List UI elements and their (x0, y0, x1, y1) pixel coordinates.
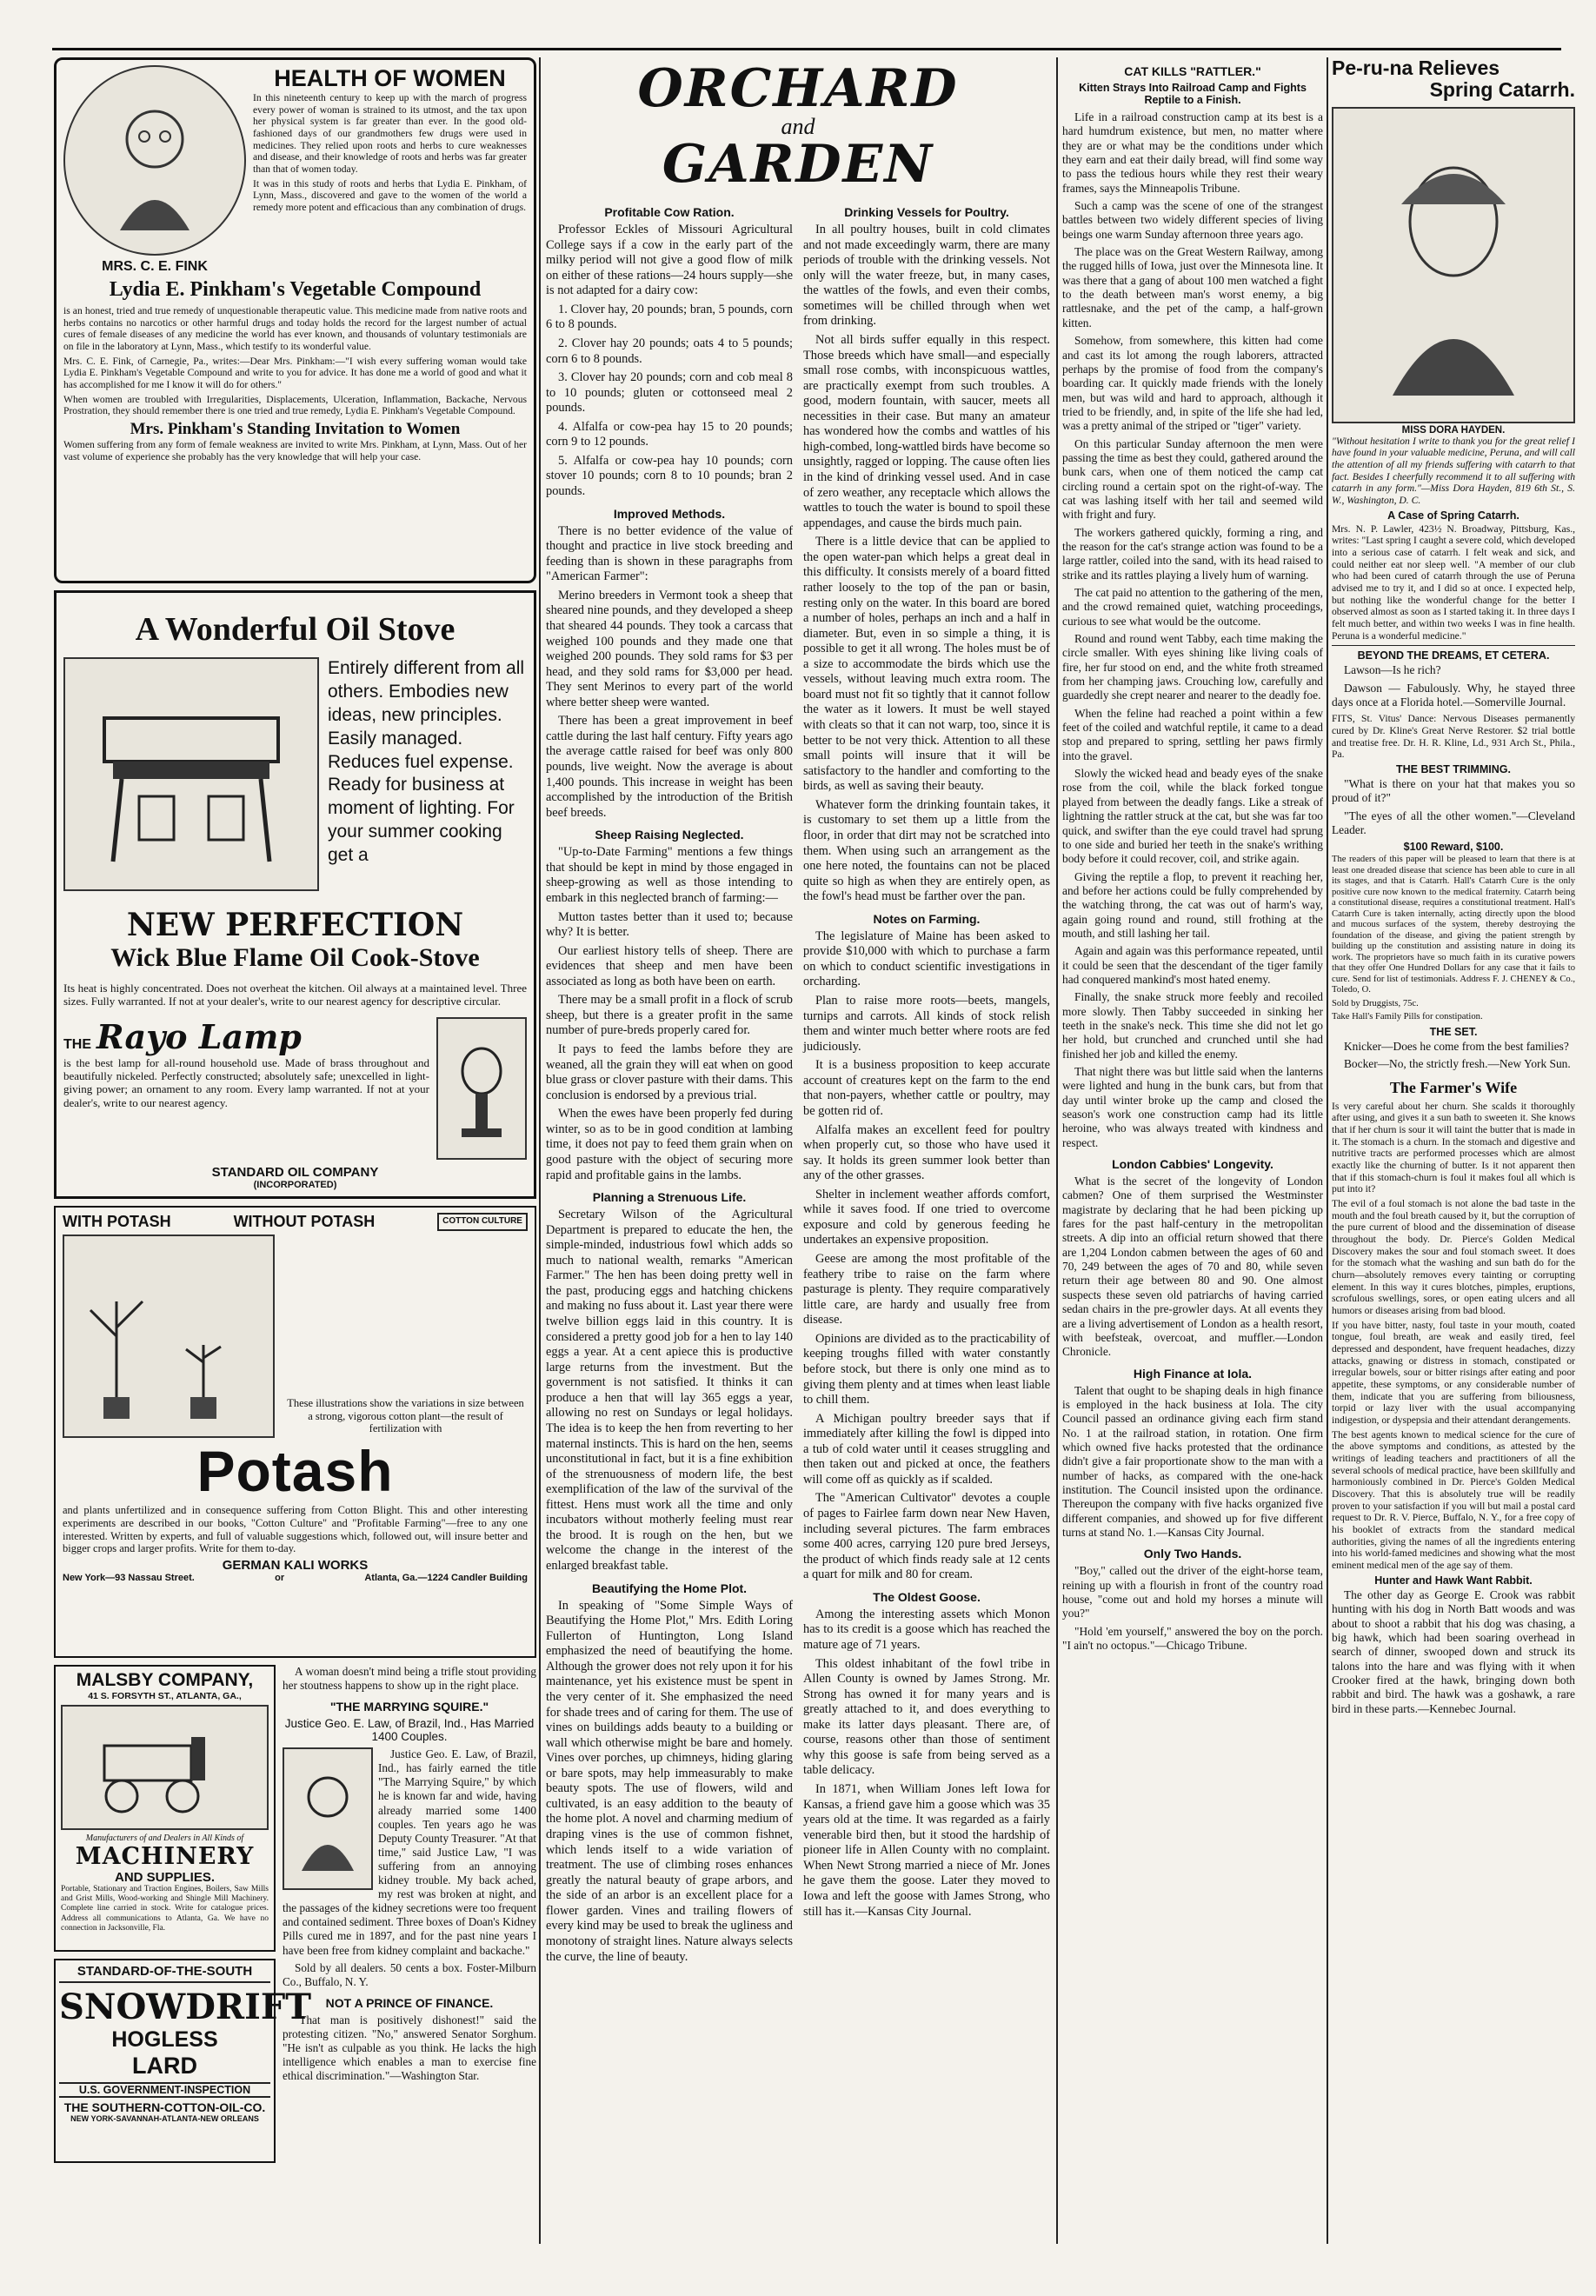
goose-body-2: This oldest inhabitant of the fowl tribe in Allen County is owned by James Strong. Mr. Strong has owned it for many years and is greatly attached to it, and does everything to make its latter days pleasant. There are, of course, reasons other than those of sentiment why this goose is safe from being served as a table delicacy. (803, 1656, 1050, 1778)
invitation-body: Women suffering from any form of female weakness are invited to write Mrs. Pinkham, at Lynn, Mass. Out of her vast volume of experience she probably has the very knowledge that will help your case. (63, 439, 527, 463)
set-title: THE SET. (1429, 1025, 1478, 1038)
potash-ad (54, 1206, 536, 1658)
potash-illus-text: These illustrations show the variations in size between a strong, vigorous cotton plant—the result of fertilization with (287, 1396, 524, 1435)
rattler-body-8: Round and round went Tabby, each time making the circle smaller. With eyes shining like living coals of fire, her fur stood on end, and the white froth streamed from her champing jaws. Crouching low, carefully and guardedly she crept nearer and nearer to the deadly foe. (1062, 632, 1323, 702)
lamp-the: THE (63, 1036, 91, 1052)
product-name: NEW PERFECTION (126, 907, 464, 943)
product-subtitle: Wick Blue Flame Oil Cook-Stove (110, 943, 480, 972)
cotton-plant-illustration (63, 1235, 275, 1438)
portrait-caption: MRS. C. E. FINK (102, 259, 208, 274)
column-peruna (1332, 57, 1575, 2244)
case-body: Mrs. N. P. Lawler, 423½ N. Broadway, Pittsburg, Kas., writes: "Last spring I caught a severe cold, which developed into a serious case of catarrh. I felt weak and sick, and could neither eat nor sleep well. "A member of our club who had been cured of catarrh through the use of Peruna advised me to try it, and I did so at once. I expected help, but nothing like the wonderful change for the better I observed almost as soon as I started taking it. In three days I felt much better, and within two weeks I was in fine health. Peruna is a wonderful medicine." (1332, 522, 1575, 642)
finance-body: "That man is positively dishonest!" said the protesting citizen. "No," answered Senator Sorghum. "He isn't as culpable as you think. He lacks the high intelligence which enables a man to exercise fine ethical discrimination."—Washington Star. (283, 2013, 536, 2083)
stove-illustration (63, 657, 319, 891)
standard-oil: STANDARD OIL COMPANY (211, 1164, 379, 1180)
dreams-title: BEYOND THE DREAMS, ET CETERA. (1357, 649, 1550, 662)
portrait-caption-hayden: MISS DORA HAYDEN. (1401, 424, 1506, 436)
southern-cotton-oil: THE SOUTHERN-COTTON-OIL-CO. (63, 2100, 266, 2114)
ny-address: New York—93 Nassau Street. (63, 1573, 195, 1583)
notes-body-5: Shelter in inclement weather affords comfort, while it saves food. If one tried to overcome exposure and cold by generous feeding he undertakes an expensive proposition. (803, 1187, 1050, 1248)
hands-title: Only Two Hands. (1143, 1547, 1242, 1561)
orchard-two-columns (546, 198, 1050, 1968)
potash-body: and plants unfertilized and in consequence suffering from Cotton Blight. This and other interesting experiments are described in our books, "Cotton Culture" and "Profitable Farming"—free to any one interested. Written by experts, and full of valuable suggestions which, followed out, will insure better and bigger crops and larger profits. Write for them to-day. (63, 1504, 528, 1555)
notes-body-8: A Michigan poultry breeder says that if immediately after killing the fowl is dipped into a tub of cold water until it ceases struggling and then taken out and picked at once, the feathers will come off as quickly as if scalded. (803, 1411, 1050, 1487)
column-ads (54, 57, 536, 2244)
squire-subtitle: Justice Geo. E. Law, of Brazil, Ind., Has Married 1400 Couples. (284, 1717, 535, 1744)
ad-intro-2: It was in this study of roots and herbs that Lydia E. Pinkham, of Lynn, Mass., discovered and gave to the women of the world a remedy more potent and efficacious than any combination of drugs. (253, 177, 527, 214)
stove-title: A Wonderful Oil Stove (135, 611, 456, 648)
cabbies-title: London Cabbies' Longevity. (1112, 1157, 1273, 1172)
trimming-title: THE BEST TRIMMING. (1396, 763, 1511, 776)
malsby-mfr: Manufacturers of and Dealers in All Kinds of (85, 1833, 244, 1843)
column-rattler (1062, 57, 1323, 2244)
malsby-body: Portable, Stationary and Traction Engines, Boilers, Saw Mills and Grist Mills, Wood-working and Shingle Mill Machinery. Complete line carried in stock. Write for catalogue prices. Address all communications to Atlanta, Ga. We have no connection in Jacksonville, Fla. (61, 1885, 269, 1933)
snowdrift-lard: LARD (132, 2053, 197, 2079)
improved-body-3: There has been a great improvement in beef cattle during the last half century. Fifty years ago the average cattle raised for beef was only 800 pounds, live weight. Now the average is about 1,400 pounds. This increase in weight has been accomplished by the introduction of the British beef breeds. (546, 714, 793, 820)
rattler-body-9: When the feline had reached a point within a few feet of the coiled and watchful reptile, it came to a dead stop and prepared to spring, settling her paws firmly into the gravel. (1062, 706, 1323, 762)
trimming-body-2: "The eyes of all the other women."—Cleveland Leader. (1332, 809, 1575, 837)
or-text: or (275, 1573, 285, 1583)
iola-body: Talent that ought to be shaping deals in high finance is employed in the hack business at Iola. The city Council passed an ordinance giving each firm stand No. 1 at the railroad station, in rotation. One firm which owned five hacks protested that the ordinance didn't give a fair proportionate show to the man with a number of hacks, as compared with the one-hack institution. The Council insisted upon the ordinance. Thereupon the company with five hacks organized five different companies, and showed up for five different turns at stand No. 1.—Kansas City Journal. (1062, 1383, 1323, 1539)
malsby-address: 41 S. FORSYTH ST., ATLANTA, GA., (88, 1691, 242, 1701)
notes-body-6: Geese are among the most profitable of the feathery tribe to raise on the farm where pasturage is plenty. They require comparatively little care, are hardy and usually free from disease. (803, 1252, 1050, 1328)
ad-testimonial: Mrs. C. E. Fink, of Carnegie, Pa., writes:—Dear Mrs. Pinkham:—"I wish every suffering woman would take Lydia E. Pinkham's Vegetable Compound and write to you for advice. It has done me a world of good and what it has accomplished for me I know it will do for others." (63, 355, 527, 391)
notes-title: Notes on Farming. (873, 911, 981, 926)
rattler-body-13: Finally, the snake struck more feebly and recoiled more slowly. Then Tabby succeeded in sinking her teeth in the snake's neck. This time she did not let go her hold, but crunched and crunched until she had finished her job and killed the enemy. (1062, 990, 1323, 1061)
improved-body: There is no better evidence of the value of thought and practice in live stock breeding and feeding than is shown in these paragraphs from "American Farmer": (546, 523, 793, 584)
ad-intro: In this nineteenth century to keep up with the march of progress every power of woman is strained to its utmost, and the tax upon her physical system is far greater than ever. In the good old-fashioned days of our grandmothers few drugs were used in medicines. They relied upon roots and herbs to cure weaknesses and disease, and their knowledge of roots and herbs was far greater than that of women today. (253, 92, 527, 176)
notes-body-9: The "American Cultivator" devotes a couple of pages to Fairlee farm down near New Haven, including several pictures. The farm embraces some 400 acres, carrying 120 pure bred Jerseys, the product of which finds ready sale at 12 cents a quart for milk and 80 for cream. (803, 1491, 1050, 1582)
peruna-title-1: Pe-ru-na Relieves (1332, 57, 1500, 79)
notes-body-4: Alfalfa makes an excellent feed for poultry when properly cut, so those who have used it say. It holds its green summer look better than any of the other grasses. (803, 1122, 1050, 1183)
dora-hayden-portrait (1332, 107, 1575, 423)
sheep-body-6: When the ewes have been properly fed during winter, so as to be in good condition at lambing time, it does not pay to feed them grain when on good pasture with the object of securing more rapid and profitable gains in the lambs. (546, 1107, 793, 1182)
lamp-body: is the best lamp for all-round household use. Made of brass throughout and beautifully nickeled. Perfectly constructed; absolutely safe; unexcelled in light-giving power; an ornament to any room. Every lamp warranted. If not at your dealer's, write to our nearest agency. (63, 1055, 429, 1109)
column-rule (539, 57, 541, 2244)
drinking-body-2: Not all birds suffer equally in this respect. Those breeds which have small—and especially small rose combs, with inconspicuous wattles, are practically exempt from such troubles. A good, modern fountain, with saucer, meets all necessities in their case. But many an amateur has wondered how the combs and wattles of his high-combed, long-wattled birds have become so unsightly, ragged or lopping. The cause often lies in the kind of drinking vessel used. And in case of zero weather, any receptacle which allows the wattles to touch the water is bound to spoil these appendages, and cause the birds much pain. (803, 332, 1050, 530)
masthead-garden: GARDEN (662, 134, 934, 195)
rattler-body-12: Again and again was this performance repeated, until it could be seen that the descendant of the tiger family had conquered mankind's most hated enemy. (1062, 944, 1323, 986)
ad-title: HEALTH OF WOMEN (274, 65, 506, 91)
ad-body: is an honest, tried and true remedy of unquestionable therapeutic value. This medicine made from native roots and herbs contains no narcotics or other harmful drugs and today holds the record for the largest number of actual cures of female diseases of any medicine the world has ever known, and thousands of voluntary testimonials are on file in the laboratory at Lynn, Mass., which testify to its wonderful value. (63, 305, 527, 353)
engine-illustration (61, 1705, 269, 1830)
malsby-ad (54, 1665, 276, 1952)
hayden-quote: "Without hesitation I write to thank you for the great relief I have found in your valuable medicine, Peruna, and will call the attention of all my friends suffering with catarrh to that fact. Besides I cheerfully recommend it to all suffering with catarrh in any form."—Miss Dora Hayden, 819 6th St., S. W., Washington, D. C. (1332, 435, 1575, 506)
rattler-body-4: Somehow, from somewhere, this kitten had come and cast its lot among the rough laborers, attracted perhaps by the promise of food from the company's boarding car. It quickly made friends with the lonely men, but was wild and hard to approach, although it tried to be friendly, and, in spite of the life she had led, was a pretty animal of the striped or "tiger" variety. (1062, 334, 1323, 433)
set-body: Knicker—Does he come from the best families? (1344, 1039, 1569, 1053)
improved-body-2: Merino breeders in Vermont took a sheep that sheared nine pounds, and they developed a sheep that sheared 44 pounds. They took a carcass that weighed 100 pounds and they made one that weighed 200 pounds. They sold rams for $3 per head, and they sold rams for $3,000 per head. They sent Merinos to every part of the world where better sheep were wanted. (546, 588, 793, 709)
reward-sold: Sold by Druggists, 75c. (1332, 998, 1419, 1008)
iola-title: High Finance at Iola. (1133, 1366, 1253, 1381)
cow-body: Professor Eckles of Missouri Agricultural College says if a cow in the early part of the milky period will not give a good flow of milk on either of these rations—24 hours supply—she is not adapted for a dairy cow: (546, 223, 793, 298)
masthead-orchard: ORCHARD (637, 58, 959, 119)
rattler-body-6: The workers gathered quickly, forming a ring, and the reason for the cat's strange action was found to be a large rattler, coiled into the sand, with its head raised to strike and its rattles playing a lively hum of warning. (1062, 525, 1323, 582)
woman-portrait (63, 65, 246, 256)
malsby-title: MALSBY COMPANY, (76, 1670, 254, 1690)
orchard-right (803, 198, 1050, 1968)
drinking-body: In all poultry houses, built in cold climates and not made exceedingly warm, there are many periods of trouble with the drinking vessels. Not only will the water freeze, but, in many cases, the wattles of the fowls, and even their combs, sometimes will be chilled through when wet from drinking. (803, 223, 1050, 329)
rattler-title: CAT KILLS "RATTLER." (1124, 64, 1261, 78)
kali-works: GERMAN KALI WORKS (222, 1558, 369, 1573)
rattler-body-2: Such a camp was the scene of one of the strangest battles between two widely different species of living beings one warm Sunday afternoon three years ago. (1062, 199, 1323, 241)
sheep-body-2: Mutton tastes better than it used to; because why? It is better. (546, 909, 793, 940)
set-body-2: Bocker—No, the strictly fresh.—New York Sun. (1344, 1057, 1571, 1071)
cow-title: Profitable Cow Ration. (604, 205, 735, 219)
strenuous-body: Secretary Wilson of the Agricultural Department is prepared to educate the hen, the simple-minded, industrious fowl which adds so much to national wealth, remarks "American Farmer." The hen has been doing pretty well in the past, producing eggs and hatching chickens and making no fuss about it. Last year there were twelve billion eggs laid in this country. It is considered a pretty good job for a hen to lay 140 eggs a year. At a cent apiece this is productive large returns from the investment. But the government is not satisfied. It thinks it can produce a hen that will lay 365 eggs a year, allowing no rest on Sundays or legal holidays. The idea is to keep the hen from reverting to her maternal instincts. This is hard on the hen, seems unconstitutional in fact, but it is a fine exhibition of the strenuousness of modern life, the best exemplification of the law of the survival of the fittest. Hens must work all the time and only incubators without motherly feeling must rear the brood. It is rough on the hen, but we welcome the change in the interest of the enlarged breakfast table. (546, 1208, 793, 1573)
ad-body-3: When women are troubled with Irregularities, Displacements, Ulceration, Inflammation, Backache, Nervous Prostration, they should remember there is one tried and true remedy, Lydia E. Pinkham's Vegetable Compound. (63, 393, 527, 417)
rattler-body-3: The place was on the Great Western Railway, among the rugged hills of Iowa, just over the Minnesota line. It was there that a gang of about 100 men watched a fight to the death between man's worst enemy, a big rattlesnake, and the pet of the camp, a half-grown kitten. (1062, 245, 1323, 329)
rattler-body-5: On this particular Sunday afternoon the men were passing the time as best they could, gathered around the bunk cars, when one of them noticed the camp cat circling round a certain spot on the right-of-way. The cat was lashing itself with her tail and seemed wild with fright and fury. (1062, 436, 1323, 522)
cabbies-body: What is the secret of the longevity of London cabmen? One of them surprised the Westminster magistrate by declaring that he had been picking up fares for the past half-century in the metropolitan streets. A dip into an official return showed that there are 1,204 London cabmen between the ages of 60 and 70, 249 between the ages of 70 and 80, while seven return their age between 80 and 90. One almost suspects these seven old patriarchs of having carried sedan chairs in the pre-growler days. At all events they are a living advertisement of London as a health resort, with beefsteak, overcoat, and muffler.—London Chronicle. (1062, 1175, 1323, 1359)
reward-body: The readers of this paper will be pleased to learn that there is at least one dreaded disease that science has been able to cure in all its stages, and that is Catarrh. Hall's Catarrh Cure is the only positive cure now known to the medical fraternity. Catarrh being a constitutional disease, requires a constitutional treatment. Hall's Catarrh Cure is taken internally, acting directly upon the blood and mucous surfaces of the system, thereby destroying the foundation of the disease, and giving the patient strength by building up the constitution and assisting nature in doing its work. The proprietors have so much faith in its curative powers that they offer One Hundred Dollars for any case that it fails to cure. Send for list of testimonials. Address F. J. CHENEY & Co., Toledo, O. (1332, 855, 1575, 995)
notes-body-7: Opinions are divided as to the practicability of keeping troughs filled with water constantly before stock, but there is only one mind as to giving them plenty and at times when least liable to chill them. (803, 1331, 1050, 1408)
trimming-body: "What is there on your hat that makes you so proud of it?" (1332, 777, 1575, 805)
drinking-body-4: Whatever form the drinking fountain takes, it is customary to set them up a little from the floor, in order that dirt may not be scratched into them. When using such an arrangement as the one here noted, the fountains can not be placed quite so high as when they are entirely open, as the fowl's head must be farther over the pan. (803, 797, 1050, 904)
squire-body: Justice Geo. E. Law, of Brazil, Ind., has fairly earned the title "The Marrying Squire," by which he is known far and wide, having already married some 1400 couples. Ten years ago he was Deputy County Treasurer. "At that time," said Justice Law, "I was suffering from an annoying kidney trouble. My back ached, my rest was broken at night, and the passages of the kidney secretions were too frequent and contained sediment. Three boxes of Doan's Kidney Pills cured me in 1897, and for the past nine years I have been free from kidney complaint and backache." (283, 1747, 536, 1957)
with-potash-label: WITH POTASH (63, 1213, 171, 1230)
sheep-title: Sheep Raising Neglected. (595, 828, 744, 842)
dreams-body-2: Dawson — Fabulously. Why, he stayed three days once at a Florida hotel.—Somerville Journal. (1332, 681, 1575, 709)
cotton-culture-book: COTTON CULTURE (437, 1213, 528, 1231)
squire-portrait (283, 1747, 373, 1890)
snowdrift-tagline: STANDARD-OF-THE-SOUTH (59, 1964, 270, 1983)
bottom-ads-row (54, 1665, 536, 2170)
notes-body-2: Plan to raise more roots—beets, mangels, turnips and carrots. All kinds of stock relish them and winter much better where roots are fed judiciously. (803, 994, 1050, 1054)
wife-body-3: If you have bitter, nasty, foul taste in your mouth, coated tongue, foul breath, are weak and easily tired, feel depressed and despondent, have frequent headaches, dizzy attacks, gnawing or distress in stomach, constipated or irregular bowels, sour or bitter risings after eating and poor appetite, these symptoms, or any considerable number of them, indicate that you are suffering from biliousness, torpid or lazy liver with the usual accompanying indigestion, or dyspepsia and their attendant derangements. (1332, 1319, 1575, 1427)
wife-body-2: The evil of a foul stomach is not alone the bad taste in the mouth and the foul breath caused by it, but the corruption of the pure current of blood and the dissemination of disease throughout the body. Dr. Pierce's Golden Medical Discovery makes the sour and foul stomach sweet. It does for the stomach what the washing and sun bath do for the churn—absolutely removes every tainting or corrupting element. In this way it cures blotches, pimples, eruptions, scrofulous swellings, sores, or open eating ulcers and all humors or diseases arising from bad blood. (1332, 1198, 1575, 1317)
cow-item-1: 1. Clover hay, 20 pounds; bran, 5 pounds, corn 6 to 8 pounds. (546, 302, 793, 332)
supplies-word: AND SUPPLIES. (114, 1870, 216, 1885)
squire-title: "THE MARRYING SQUIRE." (329, 1700, 489, 1714)
snowdrift-name: SNOWDRIFT (59, 1987, 312, 2027)
sheep-body-5: It pays to feed the lambs before they are weaned, all the grain they will eat when on good blue grass or clover pasture with their dams. This conclusion is endorsed by a previous trial. (546, 1042, 793, 1102)
notes-body-3: It is a business proposition to keep accurate account of creatures kept on the farm to the end that non-payers, whether cattle or poultry, may be gotten rid of. (803, 1058, 1050, 1118)
peruna-title-2: Spring Catarrh. (1429, 78, 1575, 102)
column-rule (1056, 57, 1058, 2244)
wife-body-4: The best agents known to medical science for the cure of the above symptoms and conditions, as attested by the writings of leading teachers and practitioners of all the several schools of medical practice, have been skillfully and harmoniously combined in Dr. Pierce's Golden Medical Discovery. That this is absolutely true will be readily proven to your satisfaction if you will but mail a postal card request to Dr. R. V. Pierce, Buffalo, N. Y., for a free copy of his booklet of extracts from the standard medical authorities, giving the names of all the ingredients entering into his world-famed medicines and showing what the most eminent medical men of the age say of them. (1332, 1428, 1575, 1572)
potash-word: Potash (196, 1439, 394, 1503)
sheep-body-3: Our earliest history tells of sheep. There are evidences that sheep and men have been associated as long as both have been on earth. (546, 943, 793, 988)
without-potash-label: WITHOUT POTASH (233, 1213, 376, 1230)
drinking-title: Drinking Vessels for Poultry. (844, 205, 1009, 219)
sheep-body: "Up-to-Date Farming" mentions a few things that should be kept in mind by those engaged in sheep-growing as well as those intending to embark in this neglected branch of farming:— (546, 845, 793, 905)
case-title: A Case of Spring Catarrh. (1387, 509, 1520, 522)
atlanta-address: Atlanta, Ga.—1224 Candler Building (364, 1573, 528, 1583)
rattler-body-10: Slowly the wicked head and beady eyes of the snake rose from the coil, while the black forked tongue played from between the deadly fangs. Like a streak of lightning the rattler struck at the cat, but she was far too quick, and swifter than the eye could travel had sprung to one side and buried her teeth in the snake's writhing body before it could recover, coil, and strike again. (1062, 767, 1323, 866)
cow-item-5: 5. Alfalfa or cow-pea hay 10 pounds; corn stover 10 pounds; corn 8 to 10 pounds; bran 2 pounds. (546, 453, 793, 498)
orchard-left (546, 198, 793, 1968)
column-rule (1327, 57, 1328, 2244)
notes-body: The legislature of Maine has been asked to provide $10,000 with which to purchase a farm on which to conduct scientific investigations in orcharding. (803, 928, 1050, 989)
squire-sold: Sold by all dealers. 50 cents a box. Foster-Milburn Co., Buffalo, N. Y. (283, 1960, 536, 1988)
farmers-wife-title: The Farmer's Wife (1389, 1078, 1518, 1096)
wife-body: Is very careful about her churn. She scalds it thoroughly after using, and gives it a sun bath to sweeten it. She knows that if her churn is sour it will taint the butter that is made in it. The stomach is a churn. In the stomach and digestive and nutritive tracts are performed processes which are almost exactly like the churning of butter. Is it not apparent then that if this stomach-churn is foul it makes foul all which is put into it? (1332, 1100, 1575, 1195)
snowdrift-cities: NEW YORK-SAVANNAH-ATLANTA-NEW ORLEANS (70, 2114, 259, 2123)
goose-title: The Oldest Goose. (873, 1589, 981, 1604)
sheep-body-4: There may be a small profit in a flock of scrub sheep, but there is a greater profit in the same number of pure-breds properly cared for. (546, 993, 793, 1038)
compound-name: Lydia E. Pinkham's Vegetable Compound (109, 278, 482, 301)
rattler-body-1: Life in a railroad construction camp at its best is a hard humdrum existence, but men, no matter where they are or what may be the conditions under which they earn and eat their daily bread, will find some way to pass the tedious hours while they rest their weary frames, says the Minneapolis Tribune. (1062, 110, 1323, 195)
cow-item-4: 4. Alfalfa or cow-pea hay 15 to 20 pounds; corn 9 to 12 pounds. (546, 419, 793, 449)
masthead-and: and (781, 114, 815, 139)
snowdrift-hogless: HOGLESS (111, 2027, 218, 2052)
hands-body: "Boy," called out the driver of the eight-horse team, reining up with a flourish in front of the country road house, "come out and hold my horses a minute will you?" (1062, 1564, 1323, 1621)
rattler-body-7: The cat paid no attention to the gathering of the men, and the crowd remained quiet, watching proceedings, curious to see what would be the outcome. (1062, 586, 1323, 628)
fits-ad: FITS, St. Vitus' Dance: Nervous Diseases permanently cured by Dr. Kline's Great Nerve Restorer. $2 trial bottle and treatise free. Dr. H. R. Kline, Ld., 931 Arch St., Phila., Pa. (1332, 713, 1575, 761)
lamp-illustration (436, 1017, 527, 1160)
invitation-heading: Mrs. Pinkham's Standing Invitation to Women (130, 420, 461, 439)
cow-item-3: 3. Clover hay 20 pounds; corn and cob meal 8 to 10 pounds; gluten or cottonseed meal 2 pounds. (546, 370, 793, 416)
reward-pills: Take Hall's Family Pills for constipation. (1332, 1012, 1483, 1022)
machinery-word: MACHINERY (75, 1843, 255, 1870)
goose-body-3: In 1871, when William Jones left Iowa for Kansas, a friend gave him a goose which was 35 years old at the time. It was regarded as a fairly venerable bird then, but it stood the hardship of pioneer life in Allen County with no complaint. When Newt Strong married a niece of Mr. Jones he gave them the goose. Later they moved to Iowa and left the goose with James Strong, who still has it.—Kansas City Journal. (803, 1782, 1050, 1919)
top-rule (52, 48, 1561, 50)
standard-oil-sub: (INCORPORATED) (253, 1179, 337, 1190)
improved-title: Improved Methods. (613, 506, 726, 521)
snowdrift-ad (54, 1959, 312, 2163)
beautify-body: In speaking of "Some Simple Ways of Beautifying the Home Plot," Mrs. Edith Loring Fullerton of Huntington, Long Island emphasized the need of beautifying the home. Although the grower does not rely upon it for his maintenance, yet his existence must be spent in the very center of it. She emphasized the need for shade trees and of caring for them. The use of vines on buildings adds beauty to a building or wall which otherwise might be bare and homely. Vines over porches, up chimneys, hiding glaring or bare spots, may help immeasurably to make beauty spots. The use of flowers, wild and cultivated, is an easy addition to the beauty of the home plot. A novel and charming medium of draping vines is the use of common fishnet, which lends itself to a wide variation of treatment. The use of climbing roses enhances greatly the natural beauty of grape arbors, and the side of an arbor is an excellent place for a flower garden. Vines and trailing flowers of every kind may be used to break the ugliness and monotony of straight lines. Nature always selects the curve, the line of beauty. (546, 1598, 793, 1964)
hawk-body: The other day as George E. Crook was rabbit hunting with his dog in North Batt woods and was about to shoot a rabbit that his dog was chasing, a big hawk, which had been soaring overhead in search of dinner, swooped down and struck its talons into the hare and was flying with it when Crooker fired at the hawk, bringing down both rabbit and bird. The hawk was a goshawk, a rare bird in these parts.—Kennebec Journal. (1332, 1587, 1575, 1715)
hawk-title: Hunter and Hawk Want Rabbit. (1374, 1574, 1533, 1587)
stove-blurb: Entirely different from all others. Embodies new ideas, new principles. Easily managed. Reduces fuel expense. Ready for business at moment of lighting. For your summer cooking get a (328, 658, 525, 865)
goose-body: Among the interesting assets which Monon has to its credit is a goose which has reached the mature age of 71 years. (803, 1607, 1050, 1652)
rattler-body-11: Giving the reptile a flop, to prevent it reaching her, and before her actions could be fully comprehended by the watching throng, the cat was out of harm's way, again going round and round, still frothing at the mouth, and still lashing her tail. (1062, 869, 1323, 940)
column-orchard-garden (546, 57, 1050, 2244)
reward-title: $100 Reward, $100. (1403, 841, 1504, 854)
hands-body-2: "Hold 'em yourself," answered the boy on the porch. "I ain't no octopus."—Chicago Tribune. (1062, 1624, 1323, 1653)
drinking-body-3: There is a little device that can be applied to the open water-pan which helps a great deal in this difficulty. It consists merely of a board fitted rather loosely to the top of the pan or basin, resting only on the water. In this board are bored a number of holes, perhaps an inch and a half in diameter. But, even in so simple a thing, it is possible to get it all wrong. The holes must be of a size to accommodate the birds which use the vessels, without leaving much extra room. The board must not fit so tightly that it cannot follow the water as it lowers. It must be well stayed with cleats so that it can not warp, too, since it is better to be not very thick. Attention to all these small points will insure that it will be satisfactory to the handler and comforting to the birds, as well as saving their beauty. (803, 535, 1050, 794)
snowdrift-inspection: U.S. GOVERNMENT-INSPECTION (59, 2082, 270, 2098)
rattler-subtitle: Kitten Strays Into Railroad Camp and Fights Reptile to a Finish. (1079, 82, 1307, 106)
stove-body: Its heat is highly concentrated. Does not overheat the kitchen. Oil always at a maintained level. Three sizes. Fully warranted. If not at your dealer's, write to our nearest agency for descriptive circular. (63, 982, 527, 1008)
beautify-title: Beautifying the Home Plot. (591, 1581, 748, 1595)
finance-title: NOT A PRINCE OF FINANCE. (325, 1995, 494, 2010)
strenuous-title: Planning a Strenuous Life. (592, 1190, 747, 1205)
oil-stove-ad (54, 590, 536, 1199)
pinkham-ad (54, 57, 536, 583)
stout-woman-text: A woman doesn't mind being a trifle stout providing her stoutness happens to show up in the right place. (283, 1665, 536, 1693)
cow-item-2: 2. Clover hay 20 pounds; oats 4 to 5 pounds; corn 6 to 8 pounds. (546, 336, 793, 366)
masthead (546, 58, 1050, 195)
rattler-body-14: That night there was but little said when the lanterns were lighted and hung in the bunk cars, but from that day until winter broke up the camp and closed the season's work one construction camp had its little heroine, who was always treated with kindness and respect. (1062, 1065, 1323, 1149)
lamp-name: Rayo Lamp (96, 1016, 302, 1056)
dreams-body: Lawson—Is he rich? (1344, 663, 1441, 677)
